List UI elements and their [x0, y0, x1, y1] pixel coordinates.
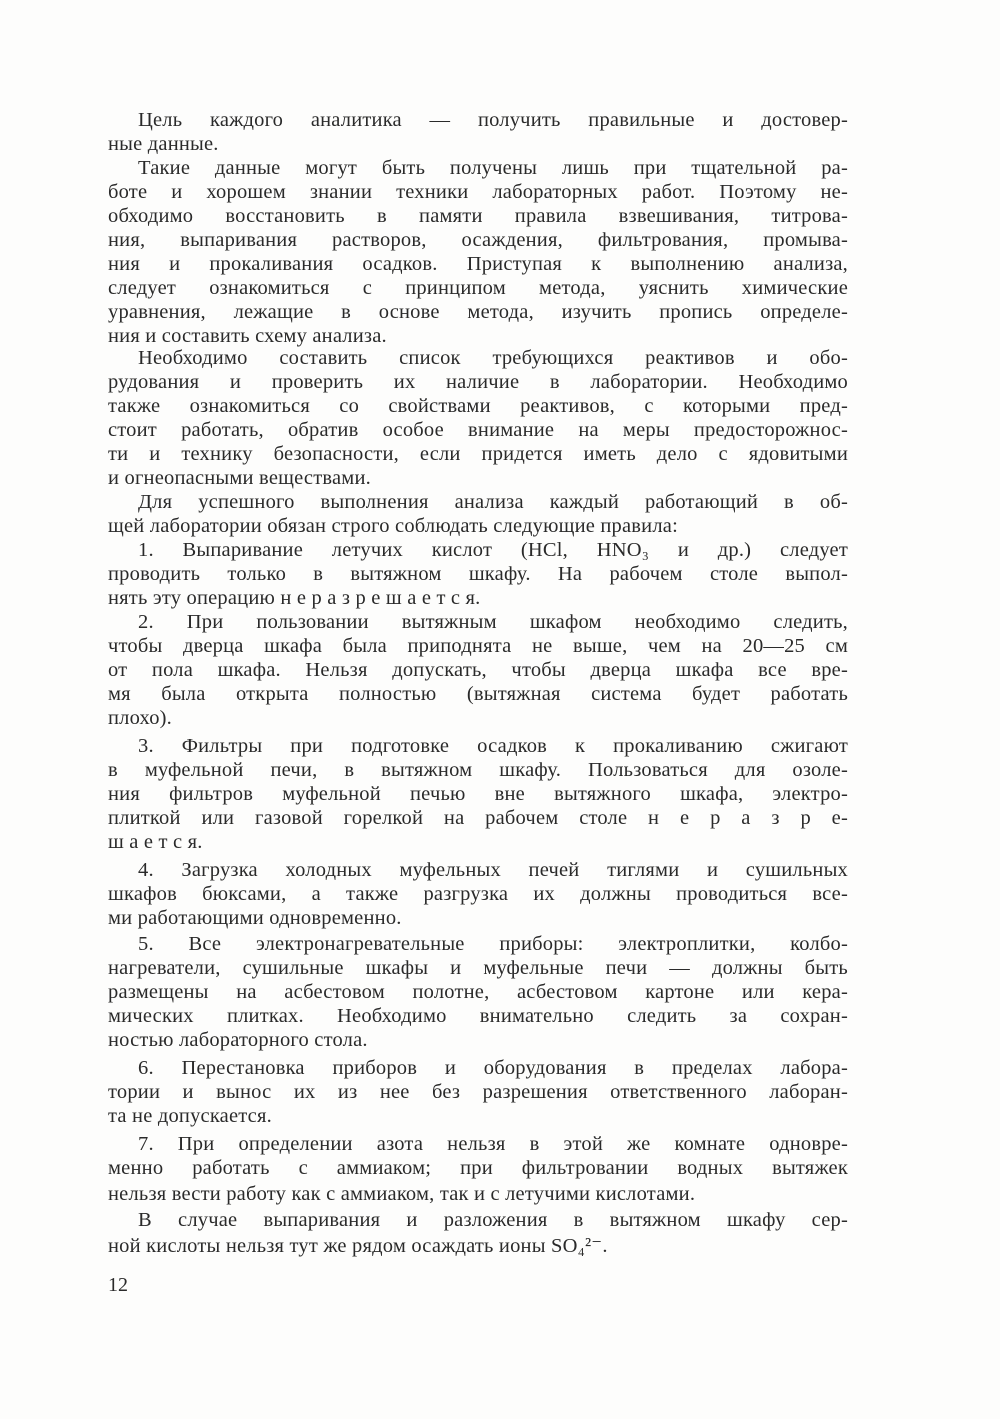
text-line: мических плитках. Необходимо внимательно следить за сохран- — [108, 1005, 848, 1027]
text-line: обходимо восстановить в памяти правила взвешивания, титрова- — [108, 205, 848, 227]
text-line: чтобы дверца шкафа была приподнята не выше, чем на 20—25 см — [108, 635, 848, 657]
page-number: 12 — [108, 1274, 128, 1296]
text-line: Такие данные могут быть получены лишь при тщательной ра- — [138, 157, 848, 179]
text-line: уравнения, лежащие в основе метода, изучить пропись определе- — [108, 301, 848, 323]
text-line: мя была открыта полностью (вытяжная система будет работать — [108, 683, 848, 705]
text-line: плиткой или газовой горелкой на рабочем столе н е р а з р е- — [108, 807, 848, 829]
text-line: ми работающими одновременно. — [108, 907, 402, 929]
text-line: нельзя вести работу как с аммиаком, так и с летучими кислотами. — [108, 1183, 696, 1205]
text-line: ния, выпаривания растворов, осаждения, фильтрования, промыва- — [108, 229, 848, 251]
text-line: следует ознакомиться с принципом метода, уяснить химические — [108, 277, 848, 299]
text-line: ния и прокаливания осадков. Приступая к выполнению анализа, — [108, 253, 848, 275]
text-line: 4. Загрузка холодных муфельных печей тиглями и сушильных — [138, 859, 848, 881]
text-line: 6. Перестановка приборов и оборудования в пределах лабора- — [138, 1057, 848, 1079]
text-line: нять эту операцию н е р а з р е ш а е т с я. — [108, 587, 481, 609]
text-line: размещены на асбестовом полотне, асбестовом картоне или кера- — [108, 981, 848, 1003]
text-line: шкафов бюксами, а также разгрузка их должны проводиться все- — [108, 883, 848, 905]
text-line: ти и технику безопасности, если придется иметь дело с ядовитыми — [108, 443, 848, 465]
text-line: 7. При определении азота нельзя в этой же комнате одновре- — [138, 1133, 848, 1155]
text-line: тории и вынос их из нее без разрешения ответственного лаборан- — [108, 1081, 848, 1103]
text-line: Необходимо составить список требующихся реактивов и обо- — [138, 347, 848, 369]
text-line: 3. Фильтры при подготовке осадков к прокаливанию сжигают — [138, 735, 848, 757]
text-line: 1. Выпаривание летучих кислот (HCl, HNO₃ и др.) следует — [138, 539, 848, 561]
text-line: щей лаборатории обязан строго соблюдать следующие правила: — [108, 515, 678, 537]
text-line: и огнеопасными веществами. — [108, 467, 371, 489]
text-line: ные данные. — [108, 133, 219, 155]
text-line: также ознакомиться со свойствами реактивов, с которыми пред- — [108, 395, 848, 417]
text-line: ния фильтров муфельной печью вне вытяжного шкафа, электро- — [108, 783, 848, 805]
text-line: Для успешного выполнения анализа каждый работающий в об- — [138, 491, 848, 513]
text-line: 5. Все электронагревательные приборы: электроплитки, колбо- — [138, 933, 848, 955]
text-line: боте и хорошем знании техники лабораторных работ. Поэтому не- — [108, 181, 848, 203]
text-line: та не допускается. — [108, 1105, 272, 1127]
text-line: ния и составить схему анализа. — [108, 325, 387, 347]
text-line: ной кислоты нельзя тут же рядом осаждать ионы SO₄²⁻. — [108, 1235, 608, 1257]
text-line: нагреватели, сушильные шкафы и муфельные печи — должны быть — [108, 957, 848, 979]
text-line: проводить только в вытяжном шкафу. На рабочем столе выпол- — [108, 563, 848, 585]
text-line: менно работать с аммиаком; при фильтровании водных вытяжек — [108, 1157, 848, 1179]
text-line: ностью лабораторного стола. — [108, 1029, 368, 1051]
text-line: рудования и проверить их наличие в лаборатории. Необходимо — [108, 371, 848, 393]
text-line: плохо). — [108, 707, 173, 729]
text-line: в муфельной печи, в вытяжном шкафу. Пользоваться для озоле- — [108, 759, 848, 781]
text-line: В случае выпаривания и разложения в вытяжном шкафу сер- — [138, 1209, 848, 1231]
text-line: ш а е т с я. — [108, 831, 203, 853]
text-line: 2. При пользовании вытяжным шкафом необходимо следить, — [138, 611, 848, 633]
text-line: Цель каждого аналитика — получить правильные и достовер- — [138, 109, 848, 131]
text-line: от пола шкафа. Нельзя допускать, чтобы дверца шкафа все вре- — [108, 659, 848, 681]
text-line: стоит работать, обратив особое внимание на меры предосторожнос- — [108, 419, 848, 441]
